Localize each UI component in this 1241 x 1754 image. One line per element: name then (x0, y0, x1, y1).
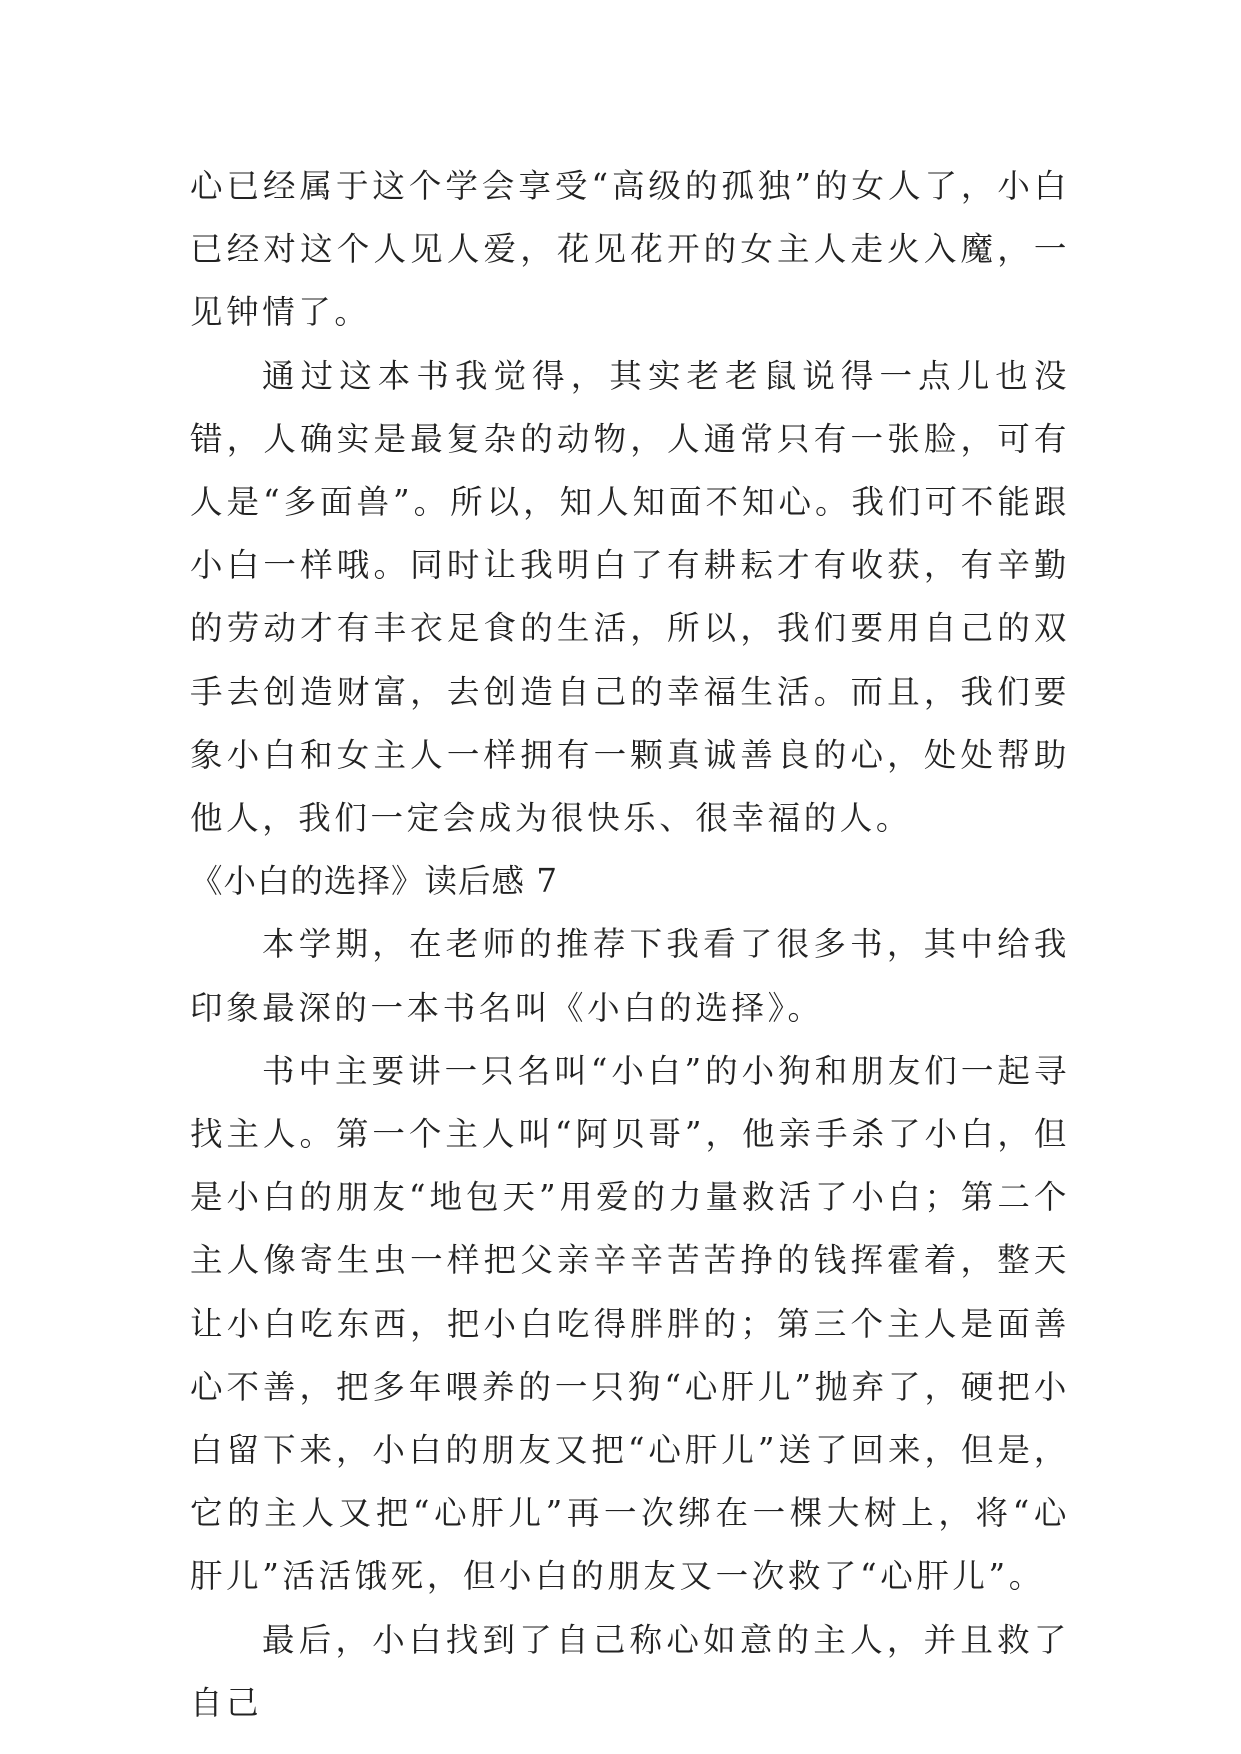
paragraph-continued: 心已经属于这个学会享受“高级的孤独”的女人了，小白已经对这个人见人爱，花见花开的女主人走火入魔，一见钟情了。 (190, 167, 1070, 332)
paragraph-intro: 本学期，在老师的推荐下我看了很多书，其中给我印象最深的一本书名叫《小白的选择》。 (190, 925, 1070, 1027)
paragraph-ending: 最后，小白找到了自己称心如意的主人，并且救了自己 (190, 1620, 1070, 1722)
section-heading: 《小白的选择》读后感 7 (190, 862, 559, 901)
paragraph-reflection: 通过这本书我觉得，其实老老鼠说得一点儿也没错，人确实是最复杂的动物，人通常只有一张脸，可有人是“多面兽”。所以，知人知面不知心。我们可不能跟小白一样哦。同时让我明白了有耕耘才有收获，有辛勤的劳动才有丰衣足食的生活，所以，我们要用自己的双手去创造财富，去创造自己的幸福生活。而且，我们要象小白和女主人一样拥有一颗真诚善良的心，处处帮助他人，我们一定会成为很快乐、很幸福的人。 (190, 356, 1070, 838)
paragraph-story: 书中主要讲一只名叫“小白”的小狗和朋友们一起寻找主人。第一个主人叫“阿贝哥”，他亲手杀了小白，但是小白的朋友“地包天”用爱的力量救活了小白；第二个主人像寄生虫一样把父亲辛辛苦苦挣的钱挥霍着，整天让小白吃东西，把小白吃得胖胖的；第三个主人是面善心不善，把多年喂养的一只狗“心肝儿”抛弃了，硬把小白留下来，小白的朋友又把“心肝儿”送了回来，但是，它的主人又把“心肝儿”再一次绑在一棵大树上，将“心肝儿”活活饿死，但小白的朋友又一次救了“心肝儿”。 (190, 1051, 1070, 1596)
document-body (190, 155, 1070, 1735)
